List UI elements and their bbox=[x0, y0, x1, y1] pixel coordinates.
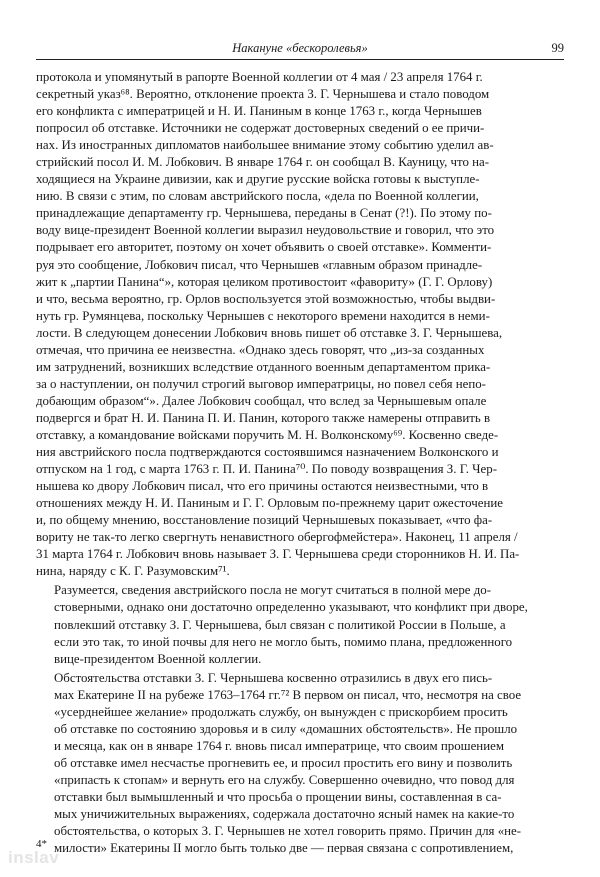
text-line: повлекший отставку З. Г. Чернышева, был связан с политикой России в Польше, а bbox=[54, 617, 506, 632]
text-line: принадлежащие департаменту гр. Чернышева, переданы в Сенат (?!). По этому по- bbox=[36, 206, 492, 221]
paragraph-3 bbox=[36, 670, 564, 858]
text-line: отмечая, что причина ее неизвестна. «Однако здесь говорят, что „из-за созданных bbox=[36, 342, 485, 357]
text-line: мах Екатерине II на рубеже 1763–1764 гг.⁷² В первом он писал, что, несмотря на свое bbox=[54, 687, 522, 702]
text-line: подвергся и брат Н. И. Панина П. И. Панин, которого также намерены отправить в bbox=[36, 410, 491, 425]
text-line: попросил об отставке. Источники не содержат достоверных сведений о ее причи- bbox=[36, 121, 485, 136]
text-line: об отставке имел несчастье прогневить ее, и просил простить его вину и позволить bbox=[54, 755, 513, 770]
text-line: за о наступлении, он получил строгий выговор императрицы, но повел себя непо- bbox=[36, 376, 486, 391]
text-line: «усерднейшее желание» продолжать службу, он вынужден с прискорбием просить bbox=[54, 704, 508, 719]
text-line: секретный указ⁶⁸. Вероятно, отклонение проекта З. Г. Чернышева и стало поводом bbox=[36, 87, 490, 102]
watermark-logo: inslav bbox=[8, 848, 60, 867]
text-line: и что, весьма вероятно, гр. Орлов воспользуется этой возможностью, чтобы выдви- bbox=[36, 291, 496, 306]
text-line: подрывает его авторитет, поэтому он хочет объявить о своей отставке». Комменти- bbox=[36, 240, 492, 255]
text-line: нуть гр. Румянцева, поскольку Чернышев с некоторого времени находится в неми- bbox=[36, 308, 490, 323]
text-line: отпуском на 1 год, с марта 1763 г. П. И. Панина⁷⁰. По поводу возвращения З. Г. Чер- bbox=[36, 462, 497, 477]
text-line: нышева ко двору Лобкович писал, что его причины остаются неизвестными, что в bbox=[36, 479, 489, 494]
text-line: стрийский посол И. М. Лобкович. В январе 1764 г. он сообщал В. Кауницу, что на- bbox=[36, 155, 490, 170]
text-line: нах. Из иностранных дипломатов наибольшее внимание этому событию уделил ав- bbox=[36, 138, 494, 153]
text-line: вице-президентом Военной коллегии. bbox=[54, 651, 262, 666]
text-line: милости» Екатерины II могло быть только две — первая связана с сопротивлением, bbox=[54, 841, 514, 856]
text-line: и, по общему мнению, восстановление позиций Чернышевых показывает, «что фа- bbox=[36, 513, 493, 528]
text-line: ходящиеся на Украине дивизии, как и другие русские войска готовы к выступле- bbox=[36, 172, 480, 187]
text-line: руя это сообщение, Лобкович писал, что Чернышев «главным образом принадле- bbox=[36, 257, 483, 272]
text-line: воду вице-президент Военной коллегии выразил неудовольствие и говорил, что это bbox=[36, 223, 495, 238]
text-line: нина, наряду с К. Г. Разумовским⁷¹. bbox=[36, 564, 230, 579]
text-line: лости. В следующем донесении Лобкович вновь пишет об отставке З. Г. Чернышева, bbox=[36, 325, 503, 340]
page-number: 99 bbox=[551, 41, 564, 55]
text-line: мых уничижительных выражениях, содержала достаточно ясный намек на какие-то bbox=[54, 807, 515, 822]
text-line: стоверными, однако они достаточно определенно указывают, что конфликт при дворе, bbox=[54, 600, 528, 615]
header-rule bbox=[36, 59, 564, 60]
text-line: Разумеется, сведения австрийского посла не могут считаться в полной мере до- bbox=[54, 583, 492, 598]
paragraph-1 bbox=[36, 69, 564, 580]
signature-mark: 4* bbox=[36, 838, 47, 850]
running-title: Накануне «бескоролевья» bbox=[232, 41, 368, 55]
page-header bbox=[36, 40, 564, 58]
text-line: об отставке по состоянию здоровья и в силу «домашних обстоятельств». Не прошло bbox=[54, 721, 518, 736]
text-line: если это так, то иной почвы для него не могло быть, помимо плана, предложенного bbox=[54, 634, 513, 649]
text-line: протокола и упомянутый в рапорте Военной коллегии от 4 мая / 23 апреля 1764 г. bbox=[36, 70, 483, 84]
text-line: отставку, а командование войсками поручить М. Н. Волконскому⁶⁹. Косвенно сведе- bbox=[36, 427, 499, 442]
text-line: отставки был вымышленный и что просьба о прощении вины, составленная в са- bbox=[54, 789, 502, 804]
text-line: добающим образом“». Далее Лобкович сообщал, что вслед за Чернышевым опале bbox=[36, 393, 487, 408]
text-line: отношениях между Н. И. Паниным и Г. Г. Орловым по-прежнему царит ожесточение bbox=[36, 496, 503, 511]
text-line: его конфликта с императрицей и Н. И. Паниным в конце 1763 г., когда Чернышев bbox=[36, 104, 482, 119]
text-line: «припасть к стопам» и вернуть его на службу. Совершенно очевидно, что повод для bbox=[54, 772, 515, 787]
text-line: 31 марта 1764 г. Лобкович вновь называет З. Г. Чернышева среди сторонников Н. И. Па- bbox=[36, 547, 520, 562]
body-text bbox=[36, 69, 564, 857]
text-line: вориту не так-то легко свергнуть ненавистного обергофмейстера». Наконец, 11 апреля / bbox=[36, 530, 518, 545]
text-line: жит к „партии Панина“», которая целиком противостоит «фавориту» (Г. Г. Орлову) bbox=[36, 274, 493, 289]
text-line: Обстоятельства отставки З. Г. Чернышева косвенно отразились в двух его пись- bbox=[54, 670, 493, 685]
text-line: ния австрийского посла подтверждаются состоявшимся назначением Волконского и bbox=[36, 445, 499, 460]
text-line: обстоятельства, о которых З. Г. Чернышев не хотел говорить прямо. Причин для «не- bbox=[54, 824, 522, 839]
text-line: им затруднений, возникших вследствие отданного военным департаментом прика- bbox=[36, 359, 491, 374]
text-line: нию. В связи с этим, по словам австрийского посла, «дела по Военной коллегии, bbox=[36, 189, 479, 204]
paragraph-2 bbox=[36, 582, 564, 667]
text-line: и месяца, как он в январе 1764 г. вновь писал императрице, что своим прошением bbox=[54, 738, 504, 753]
